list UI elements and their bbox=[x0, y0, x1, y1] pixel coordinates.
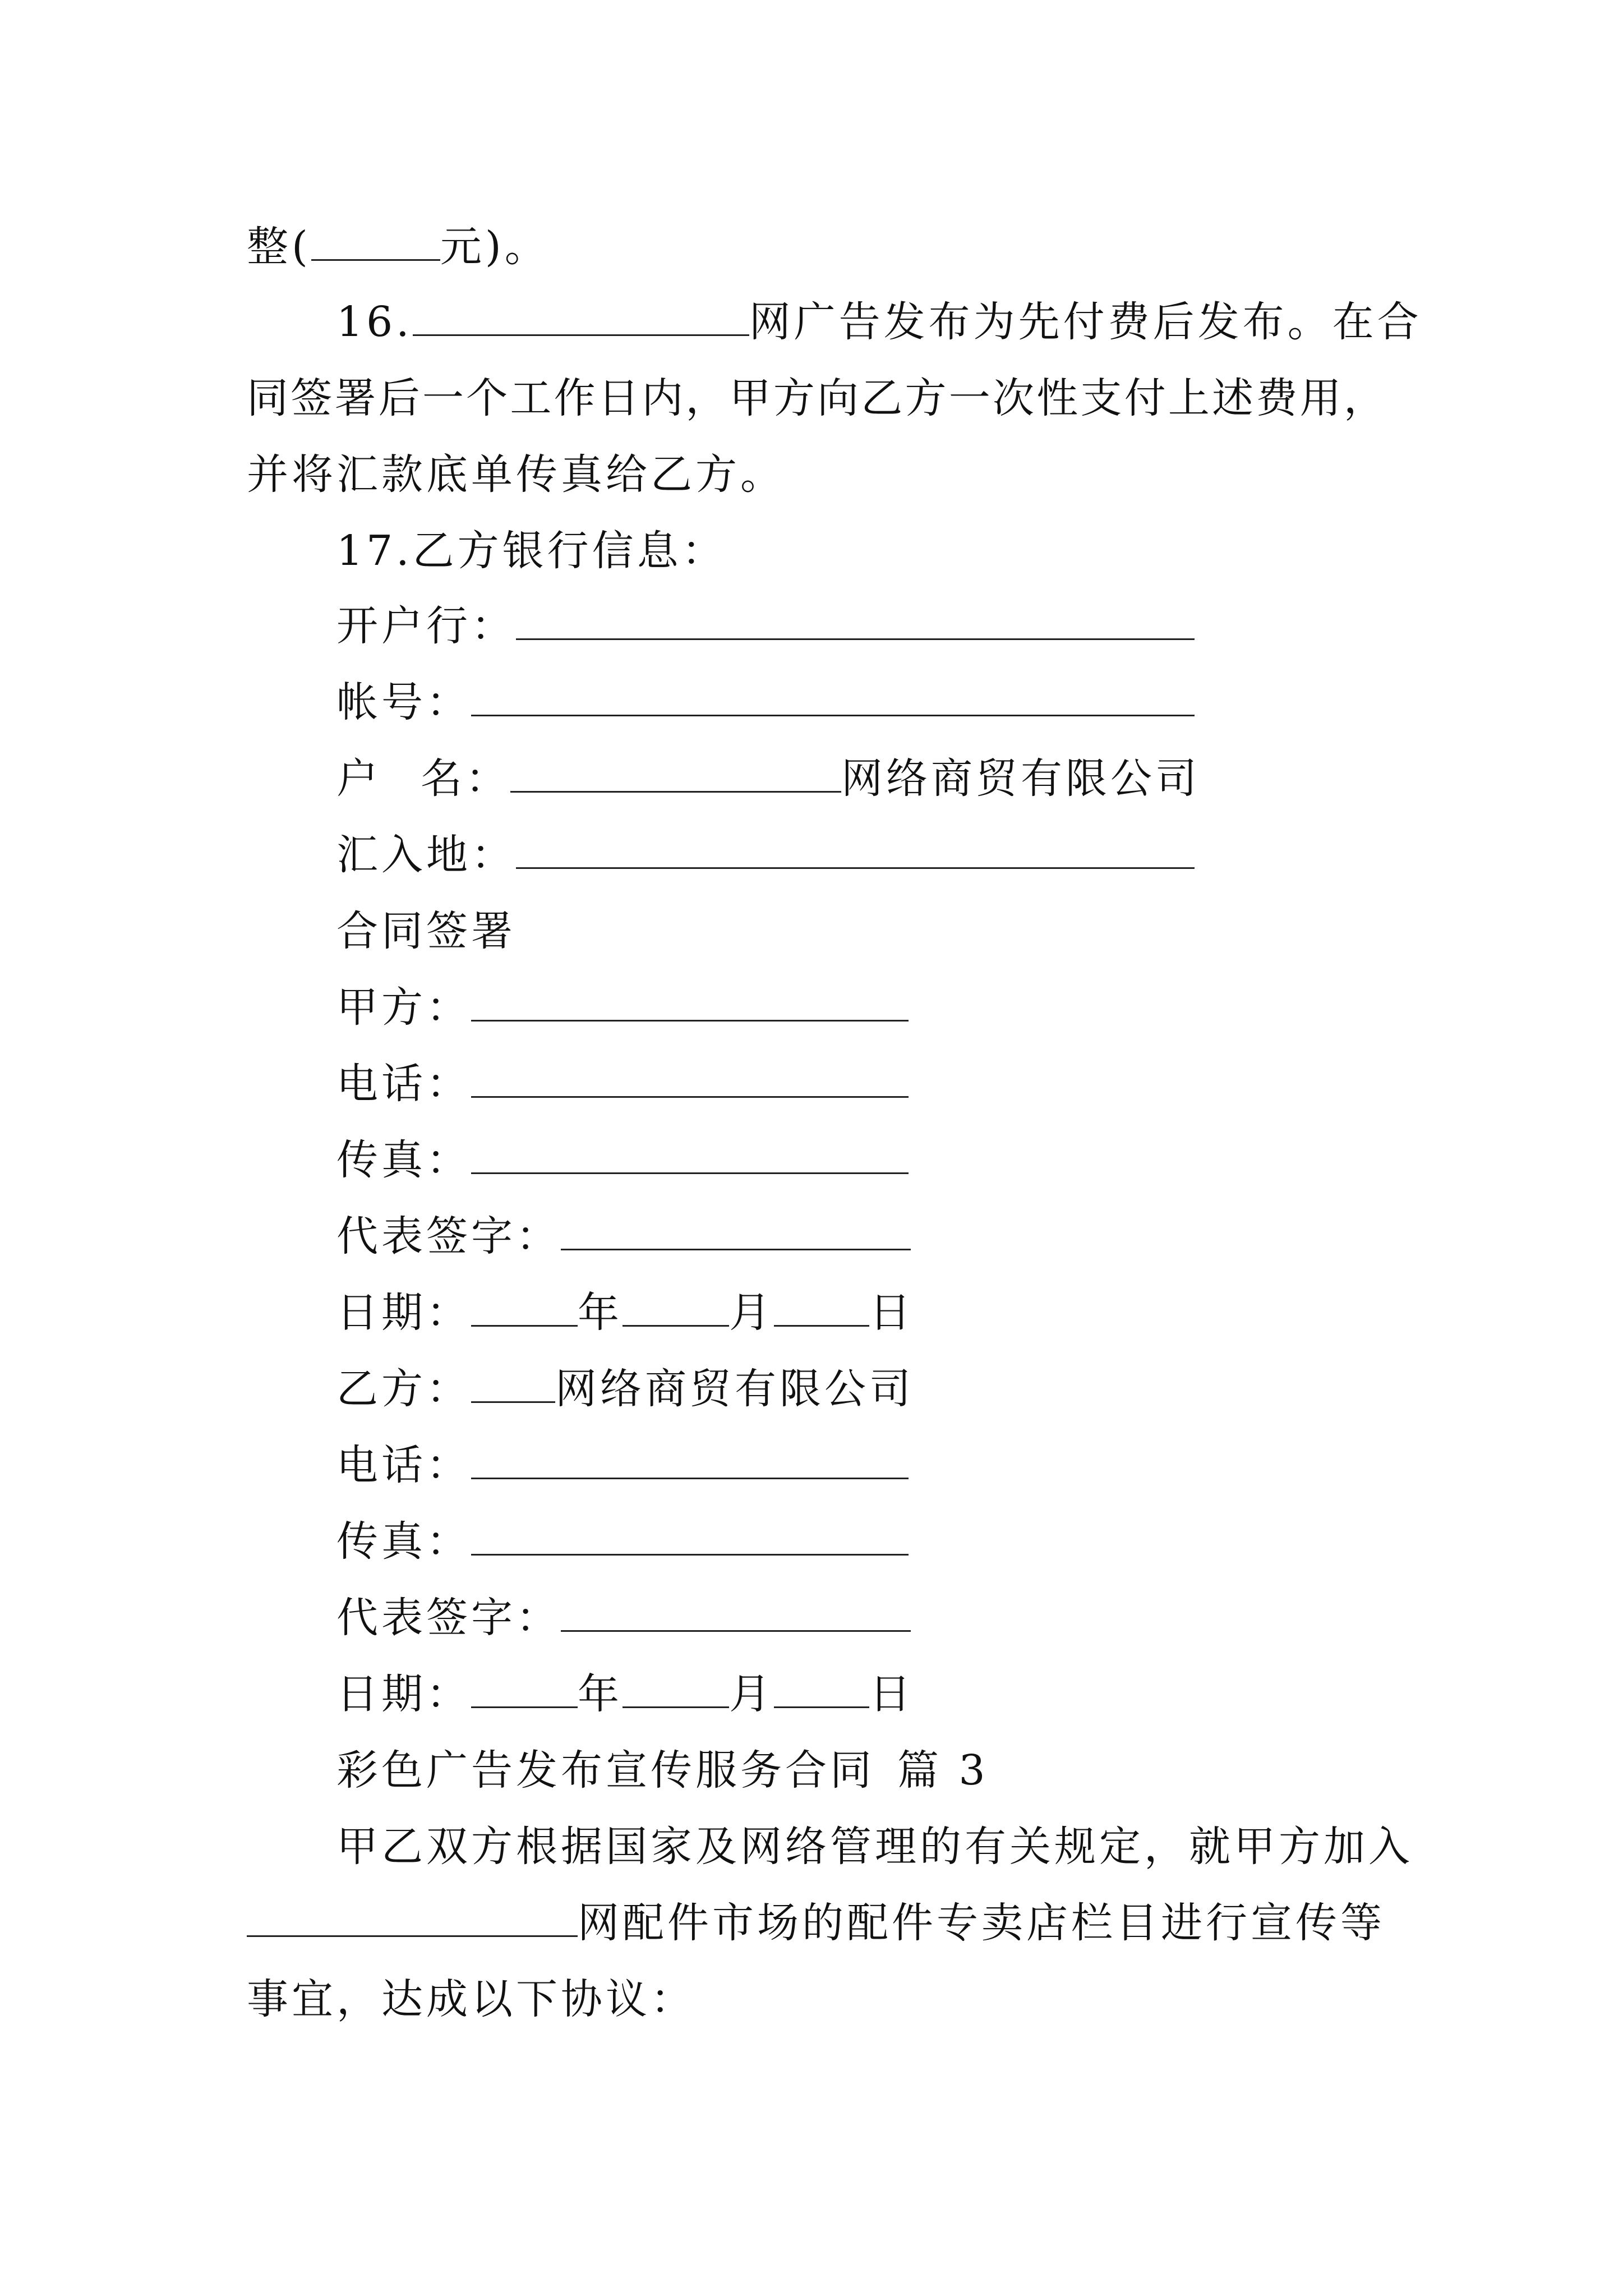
remit-field[interactable] bbox=[516, 830, 1195, 869]
party-a-rep-label: 代表签字： bbox=[336, 1212, 561, 1260]
party-b-rep-label: 代表签字： bbox=[336, 1594, 561, 1642]
section-3-title-text: 彩色广告发布宣传服务合同 bbox=[336, 1746, 875, 1795]
party-b-year-field[interactable] bbox=[471, 1669, 578, 1708]
party-a-row bbox=[336, 979, 909, 1036]
party-b-rep-row bbox=[336, 1590, 911, 1646]
party-b-field[interactable] bbox=[471, 1364, 555, 1403]
party-b-date-label: 日期： bbox=[336, 1670, 471, 1718]
section-3-intro-text3: 事宜，达成以下协议： bbox=[247, 1975, 695, 2023]
section-3-intro-line2 bbox=[247, 1895, 1385, 1951]
sign-heading bbox=[336, 903, 516, 959]
bank-name-field[interactable] bbox=[516, 601, 1195, 640]
holder-label-part2: 名： bbox=[421, 754, 510, 803]
party-a-fax-field[interactable] bbox=[471, 1135, 909, 1174]
text-amount-prefix: 整( bbox=[247, 223, 311, 271]
party-b-fax-row bbox=[336, 1513, 909, 1570]
party-a-year-label: 年 bbox=[578, 1289, 623, 1337]
account-row bbox=[336, 674, 1195, 730]
sign-heading-text: 合同签署 bbox=[336, 907, 516, 955]
clause-16-text-line2: 同 签 署 后 一 个 工 作 日 内 ， 甲 方 向 乙 方 一 次 性 支 付 上 述 费 用 ， bbox=[247, 374, 1385, 422]
section-3-intro-line3 bbox=[247, 1971, 695, 2027]
blank-website bbox=[413, 297, 749, 336]
section-3-number: 篇 3 bbox=[897, 1746, 989, 1795]
clause-16-line2 bbox=[247, 370, 1385, 426]
party-b-month-label: 月 bbox=[729, 1670, 774, 1718]
holder-company-suffix: 网络商贸有限公司 bbox=[841, 754, 1200, 803]
party-b-day-label: 日 bbox=[869, 1670, 914, 1718]
party-b-fax-field[interactable] bbox=[471, 1517, 909, 1556]
party-b-phone-label: 电话： bbox=[336, 1441, 471, 1489]
party-a-rep-row bbox=[336, 1208, 911, 1264]
party-a-date-label: 日期： bbox=[336, 1289, 471, 1337]
party-a-fax-label: 传真： bbox=[336, 1136, 471, 1184]
party-b-date-row bbox=[336, 1666, 914, 1722]
party-a-fax-row bbox=[336, 1132, 909, 1188]
party-a-year-field[interactable] bbox=[471, 1288, 578, 1327]
party-a-month-field[interactable] bbox=[623, 1288, 729, 1327]
party-a-phone-row bbox=[336, 1056, 909, 1112]
party-b-company: 网络商贸有限公司 bbox=[555, 1365, 914, 1413]
party-b-label: 乙方： bbox=[336, 1365, 471, 1413]
party-a-day-label: 日 bbox=[869, 1289, 914, 1337]
account-field[interactable] bbox=[471, 678, 1195, 716]
party-a-phone-field[interactable] bbox=[471, 1059, 909, 1098]
party-b-year-label: 年 bbox=[578, 1670, 623, 1718]
clause-16-text-line3: 并将汇款底单传真给乙方。 bbox=[247, 450, 785, 499]
section-3-intro-text1: 甲乙双方根据国家及网络管理的有关规定，就甲方加入 bbox=[336, 1823, 1413, 1871]
clause-16-number: 16. bbox=[336, 298, 413, 346]
holder-label-part1: 户 bbox=[336, 754, 381, 803]
party-b-fax-label: 传真： bbox=[336, 1517, 471, 1566]
remit-row bbox=[336, 827, 1195, 883]
clause-16-line1 bbox=[336, 294, 1422, 350]
clause-17-heading bbox=[336, 523, 727, 579]
party-b-rep-field[interactable] bbox=[561, 1593, 911, 1632]
clause-17-text: 17.乙方银行信息： bbox=[336, 527, 727, 575]
party-a-date-row bbox=[336, 1285, 914, 1341]
account-label: 帐号： bbox=[336, 678, 471, 726]
line-amount bbox=[247, 219, 550, 275]
blank-website-2 bbox=[247, 1898, 578, 1937]
party-a-phone-label: 电话： bbox=[336, 1060, 471, 1108]
party-b-phone-field[interactable] bbox=[471, 1441, 909, 1479]
clause-16-text: 网广告发布为先付费后发布。在合 bbox=[749, 298, 1422, 346]
remit-label: 汇入地： bbox=[336, 831, 516, 879]
party-b-row bbox=[336, 1361, 914, 1417]
party-a-day-field[interactable] bbox=[774, 1288, 869, 1327]
holder-row bbox=[336, 751, 1200, 807]
bank-name-label: 开户行： bbox=[336, 602, 516, 650]
party-a-field[interactable] bbox=[471, 983, 909, 1022]
section-3-title bbox=[336, 1742, 989, 1798]
text-amount-suffix: 元)。 bbox=[440, 223, 550, 271]
bank-name-row bbox=[336, 598, 1195, 654]
holder-field[interactable] bbox=[510, 754, 841, 793]
party-b-day-field[interactable] bbox=[774, 1669, 869, 1708]
section-3-intro-text2: 网配件市场的配件专卖店栏目进行宣传等 bbox=[578, 1899, 1385, 1947]
party-b-month-field[interactable] bbox=[623, 1669, 729, 1708]
party-a-month-label: 月 bbox=[729, 1289, 774, 1337]
party-b-phone-row bbox=[336, 1437, 909, 1493]
party-a-rep-field[interactable] bbox=[561, 1212, 911, 1250]
party-a-label: 甲方： bbox=[336, 983, 471, 1032]
blank-amount bbox=[311, 222, 440, 261]
section-3-intro-line1 bbox=[336, 1819, 1413, 1875]
clause-16-line3 bbox=[247, 447, 785, 503]
